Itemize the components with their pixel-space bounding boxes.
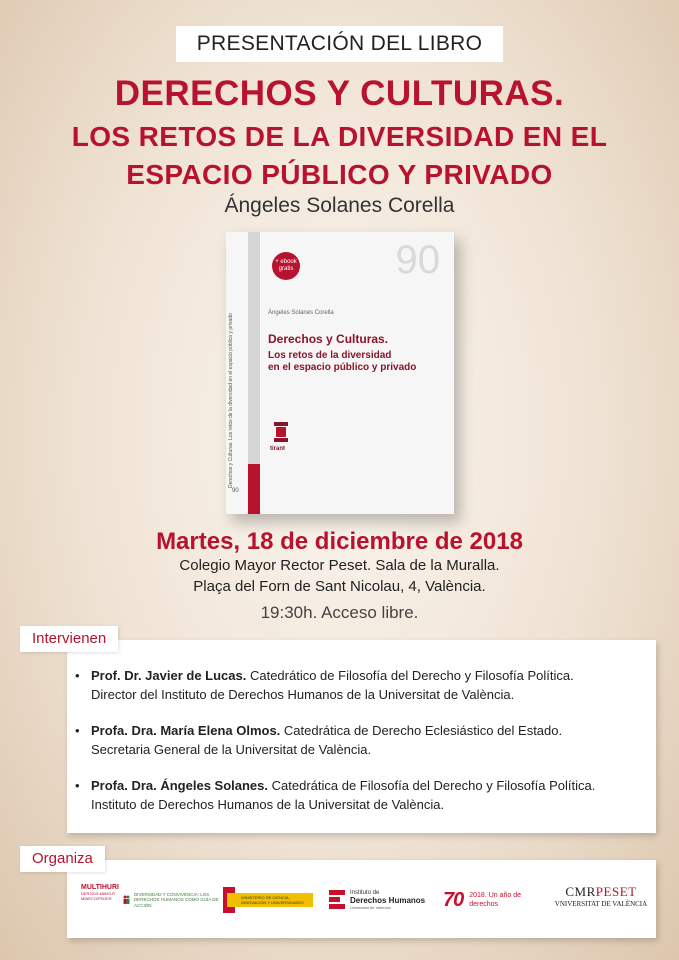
book-title-main: DERECHOS Y CULTURAS. xyxy=(114,74,565,113)
speaker-name: Profa. Dra. Ángeles Solanes. xyxy=(91,778,269,793)
book-cover-subtitle-line-2: en el espacio público y privado xyxy=(268,362,417,373)
anniversary-mark: 70 xyxy=(443,888,464,911)
event-address: Plaça del Forn de Sant Nicolau, 4, València. xyxy=(193,578,486,595)
anniversary-line-1: 2018. Un año de xyxy=(469,892,522,899)
book-spine-text: Derechos y Culturas. Los retos de la diversidad en el espacio público y privado xyxy=(228,313,234,488)
diversidad-logo xyxy=(123,884,223,916)
idh-mark-icon xyxy=(329,890,345,910)
organizers-section-label: Organiza xyxy=(20,846,105,872)
speaker-name: Profa. Dra. María Elena Olmos. xyxy=(91,723,281,738)
multihuri-name: MULTIHURI xyxy=(81,884,119,891)
book-cover-author: Ángeles Solanes Corella xyxy=(268,310,334,316)
book-cover-subtitle-line-1: Los retos de la diversidad xyxy=(268,350,392,361)
speaker-affiliation: Secretaria General de la Universitat de València. xyxy=(91,742,372,757)
book-author: Ángeles Solanes Corella xyxy=(224,194,455,217)
event-time: 19:30h. Acceso libre. xyxy=(260,603,419,622)
event-type-label: PRESENTACIÓN DEL LIBRO xyxy=(196,32,483,55)
event-date: Martes, 18 de diciembre de 2018 xyxy=(156,528,523,555)
anniversary-logo xyxy=(443,884,553,916)
bullet-icon: • xyxy=(75,668,80,683)
speakers-section-label: Intervienen xyxy=(20,626,118,652)
idh-logo xyxy=(329,884,439,916)
speaker-role: Catedrático de Filosofía del Derecho y Filosofía Política. xyxy=(246,668,574,683)
book-spine-number: 90 xyxy=(232,488,239,494)
anniversary-line-2: derechos xyxy=(469,901,499,908)
book-cover-subtitle xyxy=(268,350,416,374)
speakers-panel xyxy=(67,640,656,833)
book-cover-image xyxy=(226,232,454,514)
bullet-icon: • xyxy=(75,778,80,793)
tirant-logo-icon xyxy=(272,420,290,444)
multihuri-sub: DER2015-65840-R MINECO/FEDER xyxy=(81,891,116,901)
diversidad-text: DIVERSIDAD Y CONVIVENCIA: LOS DERECHOS HUMANOS COMO GUÍA DE ACCIÓN xyxy=(133,891,219,908)
ebook-badge: + ebook gratis xyxy=(272,252,300,280)
book-red-strip xyxy=(248,464,260,514)
peset-label: PESET xyxy=(595,884,637,899)
people-icon xyxy=(123,890,130,910)
book-subtitle-line-1: LOS RETOS DE LA DIVERSIDAD EN EL xyxy=(71,121,608,152)
speaker-role: Catedrática de Filosofía del Derecho y Filosofía Política. xyxy=(268,778,596,793)
cmr-peset-logo xyxy=(553,884,649,916)
multihuri-logo xyxy=(81,884,121,916)
ministerio-text: MINISTERIO DE CIENCIA, INNOVACIÓN Y UNIVERSIDADES xyxy=(238,893,313,907)
event-venue: Colegio Mayor Rector Peset. Sala de la Muralla. xyxy=(179,557,500,574)
coat-of-arms-icon xyxy=(223,887,235,913)
speaker-affiliation: Instituto de Derechos Humanos de la Universitat de València. xyxy=(91,797,445,812)
organizers-panel xyxy=(67,860,656,938)
gobierno-espana-logo xyxy=(223,884,313,916)
book-subtitle-line-2: ESPACIO PÚBLICO Y PRIVADO xyxy=(126,159,553,190)
bullet-icon: • xyxy=(75,723,80,738)
book-subtitle xyxy=(0,118,679,194)
event-type-banner xyxy=(176,26,503,62)
publisher-label: tirant xyxy=(270,446,285,452)
speaker-affiliation: Director del Instituto de Derechos Humanos de la Universitat de València. xyxy=(91,687,515,702)
speaker-name: Prof. Dr. Javier de Lucas. xyxy=(91,668,247,683)
idh-line-2: Derechos Humanos xyxy=(350,896,426,905)
book-series-number: 90 xyxy=(395,238,440,282)
cmr-label: CMR xyxy=(565,884,596,899)
cmr-university: VNIVERSITAT DE VALÈNCIA xyxy=(554,900,648,908)
idh-line-3: Universitat de València xyxy=(350,905,391,910)
speaker-role: Catedrática de Derecho Eclesiástico del Estado. xyxy=(280,723,563,738)
book-cover-title: Derechos y Culturas. xyxy=(268,332,389,346)
idh-line-1: Instituto de xyxy=(350,890,380,896)
